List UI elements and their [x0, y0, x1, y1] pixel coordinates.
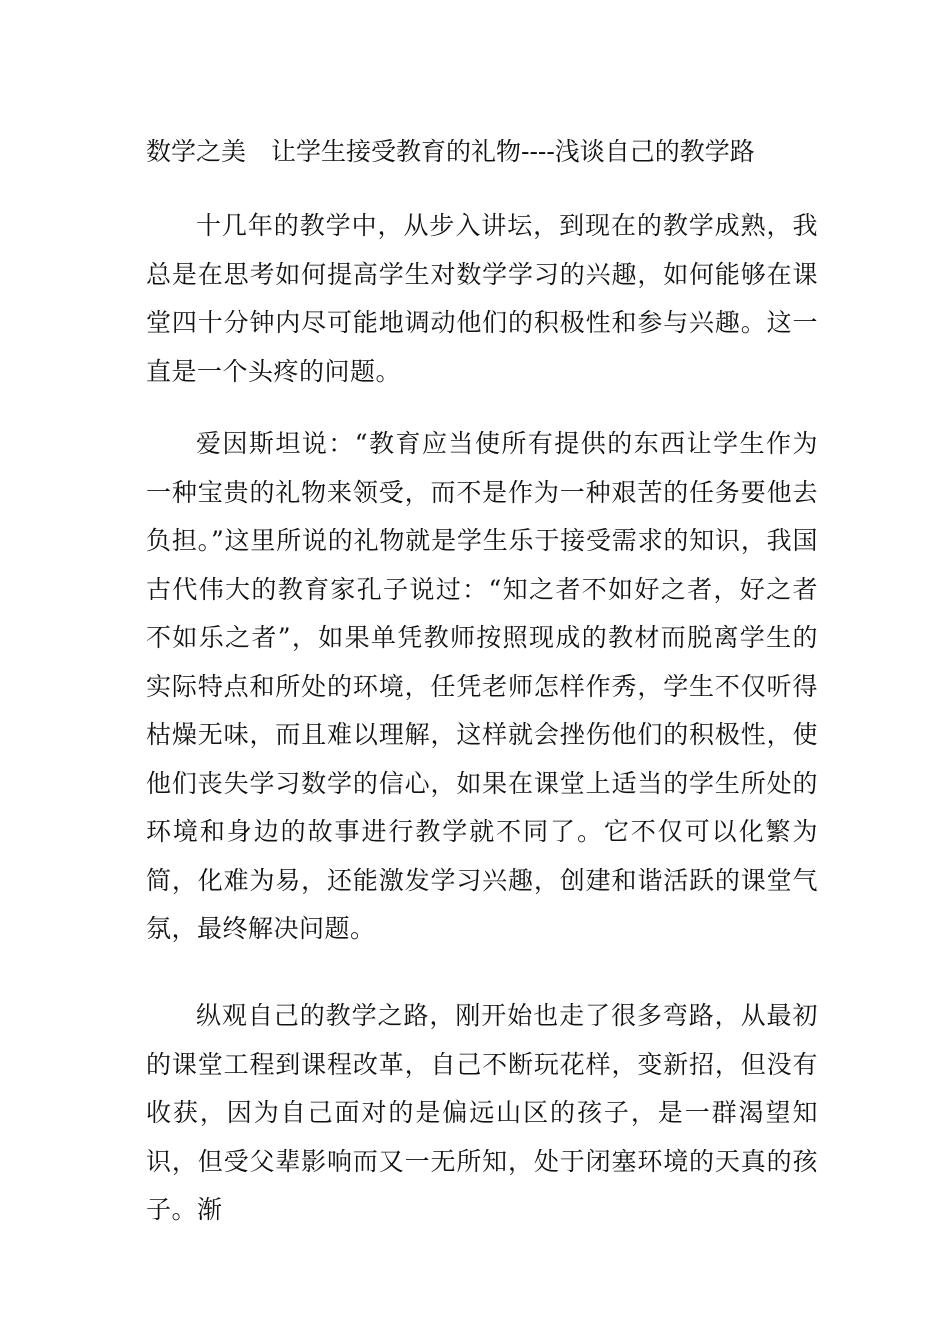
paragraph-1: 十几年的教学中，从步入讲坛，到现在的教学成熟，我总是在思考如何提高学生对数学学习的兴趣，如何能够在课堂四十分钟内尽可能地调动他们的积极性和参与兴趣。这一直是一个头疼的问题。 [146, 211, 818, 386]
document-title: 数学之美 让学生接受教育的礼物----浅谈自己的教学路 [146, 137, 755, 166]
paragraph-3: 纵观自己的教学之路，刚开始也走了很多弯路，从最初的课堂工程到课程改革，自己不断玩花样，变新招，但没有收获，因为自己面对的是偏远山区的孩子，是一群渴望知识，但受父辈影响而又一无所知，处于闭塞环境的天真的孩子。渐 [146, 1001, 818, 1224]
paragraph-2: 爱因斯坦说：“教育应当使所有提供的东西让学生作为一种宝贵的礼物来领受，而不是作为一种艰苦的任务要他去负担。”这里所说的礼物就是学生乐于接受需求的知识，我国古代伟大的教育家孔子说过：“知之者不如好之者，好之者不如乐之者”，如果单凭教师按照现成的教材而脱离学生的实际特点和所处的环境，任凭老师怎样作秀，学生不仅听得枯燥无味，而且难以理解，这样就会挫伤他们的积极性，使他们丧失学习数学的信心，如果在课堂上适当的学生所处的环境和身边的故事进行教学就不同了。它不仅可以化繁为简，化难为易，还能激发学习兴趣，创建和谐活跃的课堂气氛，最终解决问题。 [146, 429, 818, 943]
